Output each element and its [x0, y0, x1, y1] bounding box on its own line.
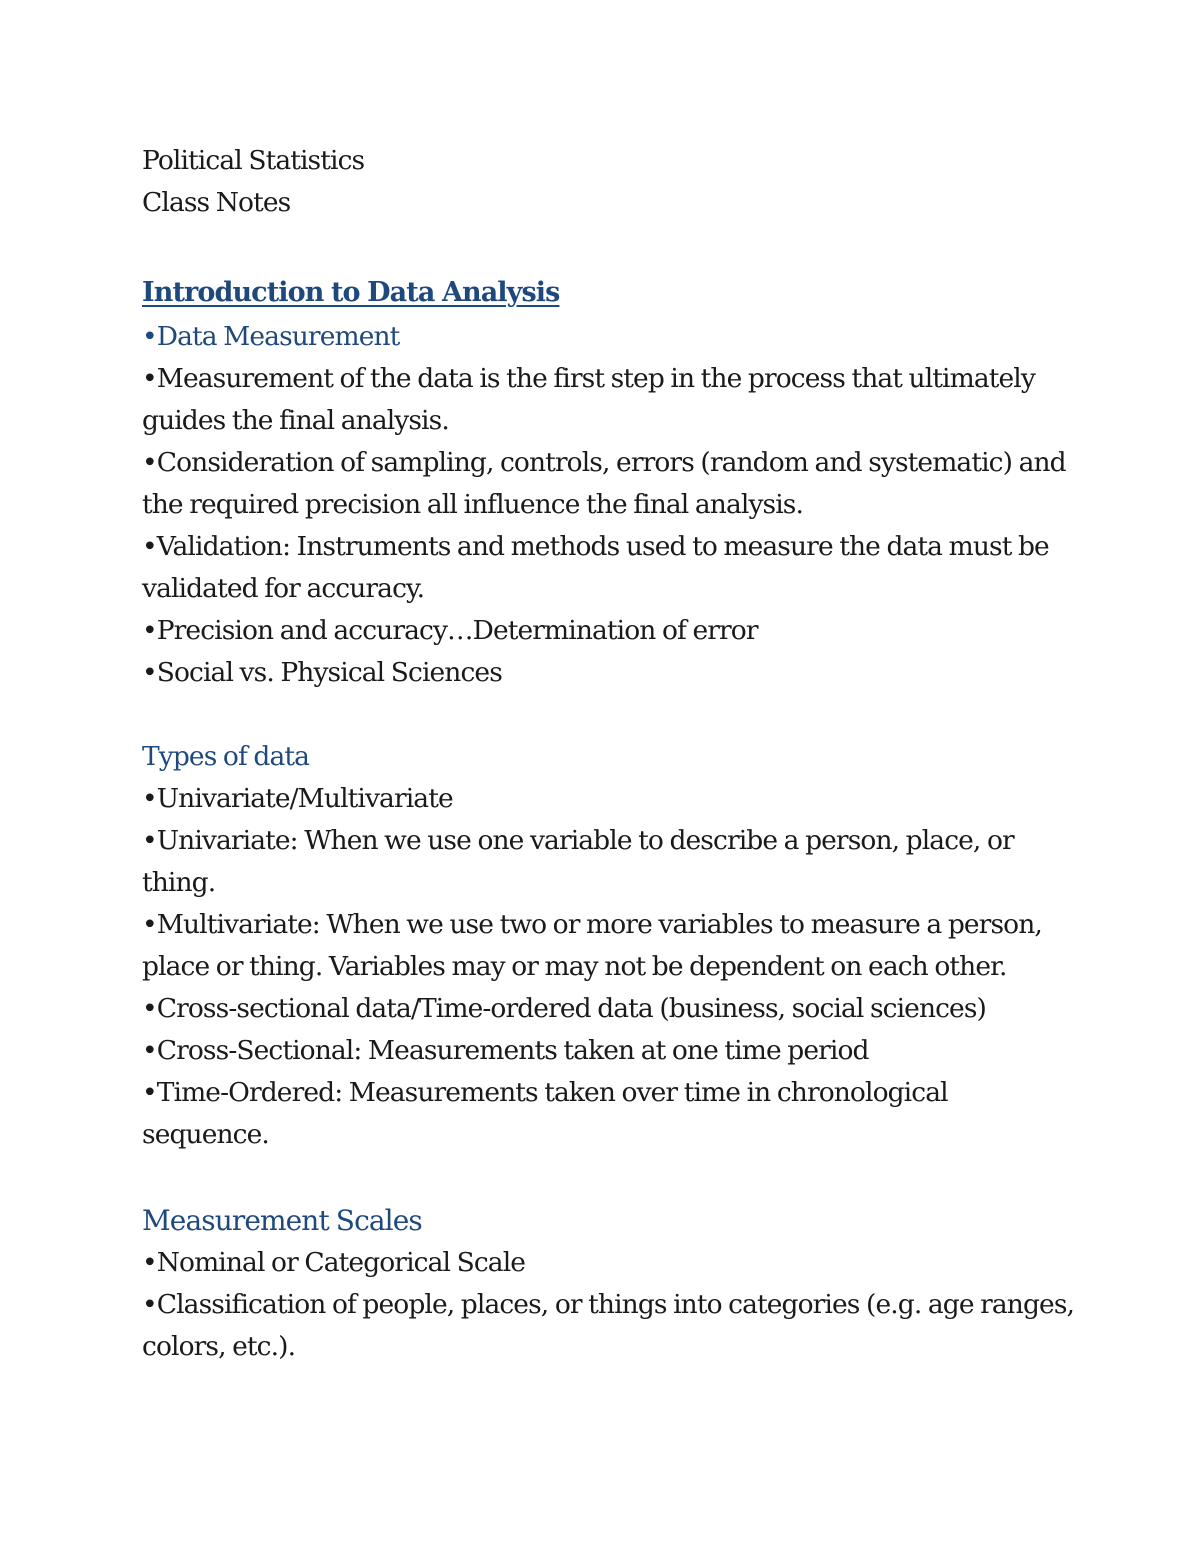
spacer [142, 224, 1082, 266]
body-line: •Social vs. Physical Sciences [142, 657, 502, 688]
course-title: Political Statistics [142, 145, 365, 176]
body-line: •Multivariate: When we use two or more variables to measure a person, [142, 909, 1042, 940]
body-line: •Time-Ordered: Measurements taken over time in chronological [142, 1077, 948, 1108]
document-header [142, 140, 1082, 224]
body-line: thing. [142, 867, 216, 898]
body-line: •Precision and accuracy…Determination of error [142, 615, 758, 646]
body-line: •Univariate/Multivariate [142, 783, 453, 814]
body-line: •Univariate: When we use one variable to describe a person, place, or [142, 825, 1014, 856]
document-subtitle: Class Notes [142, 187, 291, 218]
section-heading-introduction: Introduction to Data Analysis [142, 277, 560, 308]
body-line: •Validation: Instruments and methods used to measure the data must be [142, 531, 1049, 562]
body-line: guides the final analysis. [142, 405, 449, 436]
body-line: validated for accuracy. [142, 573, 425, 604]
document-page [142, 140, 1082, 1368]
body-line: •Cross-sectional data/Time-ordered data (business, social sciences) [142, 993, 986, 1024]
spacer [142, 694, 1082, 736]
subheading-data-measurement: •Data Measurement [142, 321, 400, 352]
body-line: •Consideration of sampling, controls, errors (random and systematic) and [142, 447, 1066, 478]
body-line: colors, etc.). [142, 1331, 296, 1362]
body-line: •Cross-Sectional: Measurements taken at one time period [142, 1035, 869, 1066]
section-introduction [142, 272, 1082, 694]
section-types-of-data [142, 736, 1082, 1156]
section-heading-measurement-scales: Measurement Scales [142, 1204, 422, 1237]
body-line: •Measurement of the data is the first step in the process that ultimately [142, 363, 1035, 394]
section-heading-types-of-data: Types of data [142, 741, 310, 772]
body-line: •Nominal or Categorical Scale [142, 1247, 526, 1278]
body-line: •Classification of people, places, or things into categories (e.g. age ranges, [142, 1289, 1075, 1320]
body-line: place or thing. Variables may or may not be dependent on each other. [142, 951, 1007, 982]
body-line: the required precision all influence the final analysis. [142, 489, 804, 520]
spacer [142, 1156, 1082, 1198]
body-line: sequence. [142, 1119, 269, 1150]
section-measurement-scales [142, 1200, 1082, 1368]
